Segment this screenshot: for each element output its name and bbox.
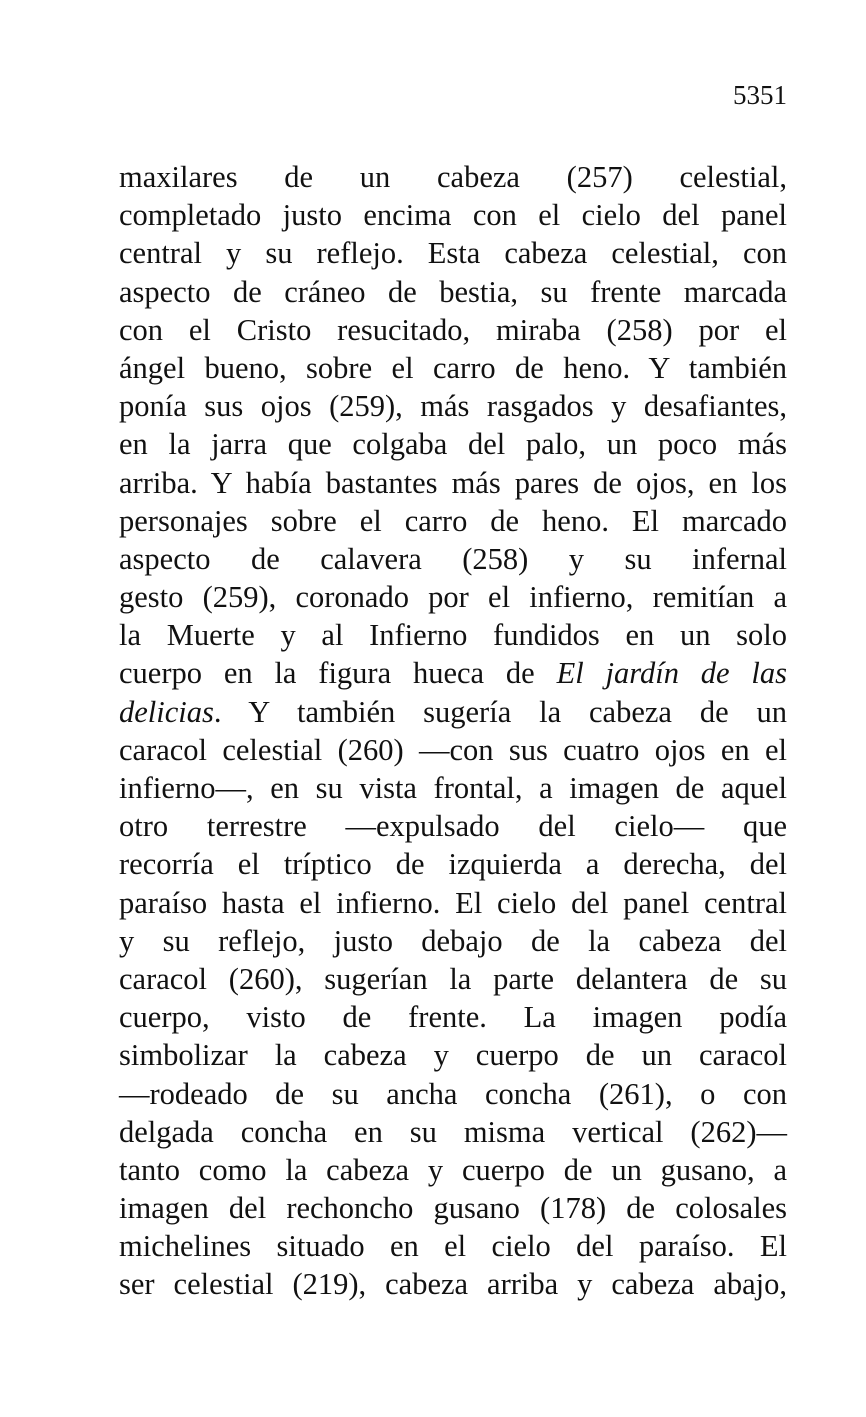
- text-line: recorría el tríptico de izquierda a derecha, del: [119, 847, 787, 882]
- text-line: caracol celestial (260) —con sus cuatro ojos en el: [119, 732, 787, 767]
- text-line: simbolizar la cabeza y cuerpo de un caracol: [119, 1038, 787, 1073]
- text-line: cuerpo, visto de frente. La imagen podía: [119, 1000, 787, 1035]
- text-line: maxilares de un cabeza (257) celestial,: [119, 160, 787, 194]
- text-line: arriba. Y había bastantes más pares de ojos, en los: [119, 465, 787, 500]
- text-segment: . Y también sugería la cabeza de un: [213, 694, 787, 729]
- text-line: —rodeado de su ancha concha (261), o con: [119, 1076, 787, 1111]
- text-line: ponía sus ojos (259), más rasgados y desafiantes,: [119, 389, 787, 424]
- body-paragraph: [119, 158, 787, 1304]
- text-line: la Muerte y al Infierno fundidos en un solo: [119, 618, 787, 653]
- text-line: y su reflejo, justo debajo de la cabeza del: [119, 923, 787, 958]
- book-title-italic: delicias: [119, 694, 214, 729]
- text-line: aspecto de cráneo de bestia, su frente marcada: [119, 274, 787, 309]
- text-line: tanto como la cabeza y cuerpo de un gusano, a: [119, 1152, 787, 1187]
- page-number: 5351: [733, 80, 787, 110]
- text-line: ser celestial (219), cabeza arriba y cabeza abajo,: [119, 1267, 787, 1302]
- text-line: delgada concha en su misma vertical (262)—: [119, 1114, 787, 1149]
- text-line: ángel bueno, sobre el carro de heno. Y también: [119, 350, 787, 385]
- text-line: completado justo encima con el cielo del panel: [119, 198, 787, 233]
- text-line: central y su reflejo. Esta cabeza celestial, con: [119, 236, 787, 271]
- text-line: michelines situado en el cielo del paraíso. El: [119, 1229, 787, 1264]
- text-line: infierno—, en su vista frontal, a imagen de aquel: [119, 771, 787, 805]
- text-line: personajes sobre el carro de heno. El marcado: [119, 503, 787, 538]
- text-line: con el Cristo resucitado, miraba (258) por el: [119, 312, 787, 347]
- text-line: imagen del rechoncho gusano (178) de colosales: [119, 1191, 787, 1226]
- text-line-with-title: [119, 654, 787, 692]
- text-line-with-title: [119, 693, 787, 731]
- text-line: paraíso hasta el infierno. El cielo del panel central: [119, 885, 787, 920]
- text-line: aspecto de calavera (258) y su infernal: [119, 541, 787, 576]
- text-line: caracol (260), sugerían la parte delantera de su: [119, 961, 787, 996]
- text-line: otro terrestre —expulsado del cielo— que: [119, 809, 787, 844]
- book-title-italic: El jardín de las: [556, 656, 788, 691]
- text-segment: cuerpo en la figura hueca de: [119, 656, 535, 691]
- text-line: en la jarra que colgaba del palo, un poco más: [119, 427, 787, 462]
- text-line: gesto (259), coronado por el infierno, remitían a: [119, 580, 787, 615]
